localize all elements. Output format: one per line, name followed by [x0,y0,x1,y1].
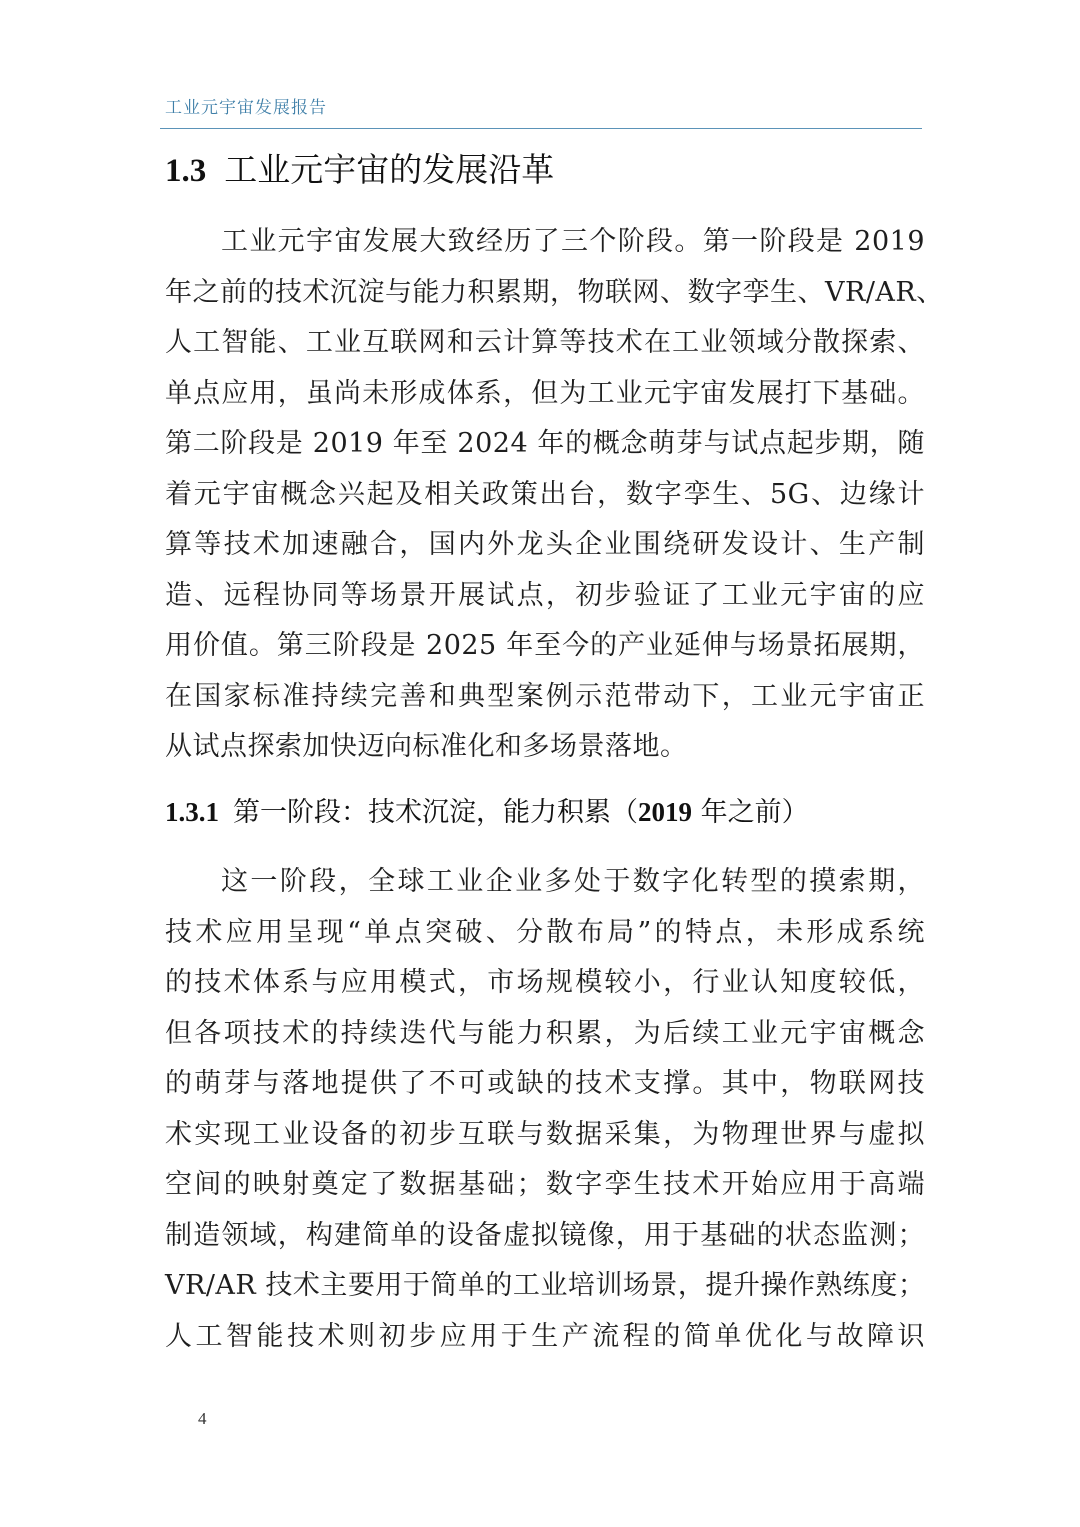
subsection-title-year: 2019 [638,797,692,827]
header-divider [160,128,922,129]
paragraph-line: 人工智能技术则初步应用于生产流程的简单优化与故障识 [165,1320,925,1352]
paragraph-line: 空间的映射奠定了数据基础；数字孪生技术开始应用于高端 [165,1169,925,1200]
paragraph-line: 工业元宇宙发展大致经历了三个阶段。第一阶段是 2019 [221,226,925,257]
page-header-title: 工业元宇宙发展报告 [165,98,327,118]
paragraph-line: 技术应用呈现“单点突破、分散布局”的特点，未形成系统 [165,916,925,948]
paragraph-line: 算等技术加速融合，国内外龙头企业围绕研发设计、生产制 [165,529,925,560]
paragraph-line: 着元宇宙概念兴起及相关政策出台，数字孪生、5G、边缘计 [165,478,925,510]
paragraph-line: 的萌芽与落地提供了不可或缺的技术支撑。其中，物联网技 [165,1068,925,1099]
paragraph-line: 人工智能、工业互联网和云计算等技术在工业领域分散探索、 [165,327,925,358]
paragraph-history-overview [165,217,944,773]
paragraph-line: 单点应用，虽尚未形成体系，但为工业元宇宙发展打下基础。 [165,377,925,409]
paragraph-line: 造、远程协同等场景开展试点，初步验证了工业元宇宙的应 [165,579,925,611]
paragraph-line: 在国家标准持续完善和典型案例示范带动下，工业元宇宙正 [165,680,925,712]
paragraph-line: 第二阶段是 2019 年至 2024 年的概念萌芽与试点起步期，随 [165,428,925,459]
section-title: 工业元宇宙的发展沿革 [224,150,555,189]
paragraph-stage-one [165,857,925,1362]
paragraph-line: 这一阶段，全球工业企业多处于数字化转型的摸索期， [221,866,925,897]
section-heading [165,148,554,193]
section-number: 1.3 [165,153,207,189]
paragraph-line: VR/AR 技术主要用于简单的工业培训场景，提升操作熟练度； [165,1270,926,1301]
paragraph-line: 的技术体系与应用模式，市场规模较小，行业认知度较低， [165,967,925,998]
paragraph-line: 术实现工业设备的初步互联与数据采集，为物理世界与虚拟 [165,1118,925,1150]
paragraph-line: 年之前的技术沉淀与能力积累期，物联网、数字孪生、VR/AR、 [165,276,944,308]
subsection-number: 1.3.1 [165,797,219,827]
paragraph-line: 用价值。第三阶段是 2025 年至今的产业延伸与场景拓展期， [165,630,925,661]
paragraph-line: 制造领域，构建简单的设备虚拟镜像，用于基础的状态监测； [165,1219,925,1251]
subsection-title-end: 年之前） [692,797,809,828]
subsection-title: 第一阶段：技术沉淀，能力积累（ [233,797,638,828]
paragraph-line: 但各项技术的持续迭代与能力积累，为后续工业元宇宙概念 [165,1017,925,1049]
page-number: 4 [198,1409,207,1428]
paragraph-line: 从试点探索加快迈向标准化和多场景落地。 [165,731,688,762]
subsection-heading [165,792,809,833]
